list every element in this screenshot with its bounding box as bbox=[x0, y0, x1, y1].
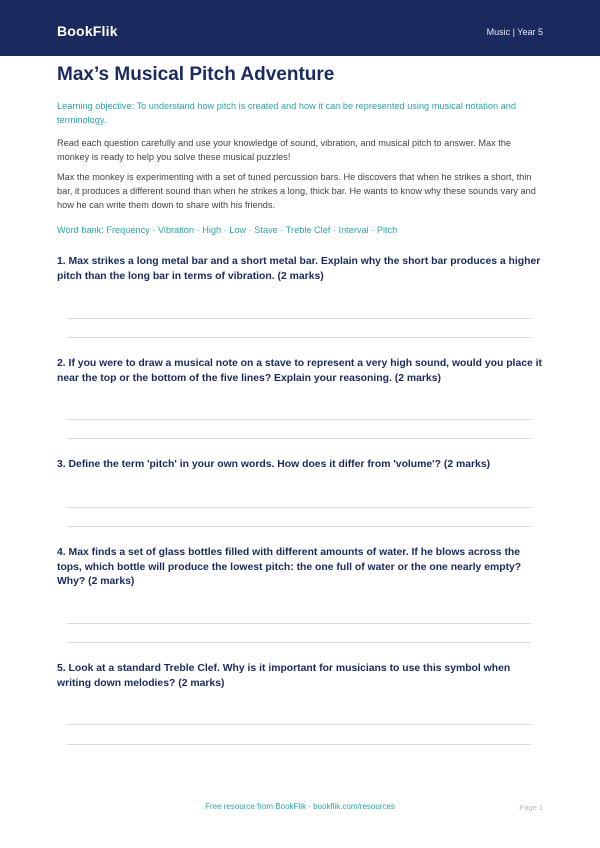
scenario-text: Max the monkey is experimenting with a set of tuned percussion bars. He discovers that when he strikes a short, thin bar, it produces a different sound than when he strikes a long, thick bar. He wants to know why these sounds vary and how he can write them down to share with his friends. bbox=[57, 172, 536, 210]
word-bank: Word bank: Frequency · Vibration · High · Low · Stave · Treble Clef · Interval · Pitch bbox=[57, 225, 398, 235]
page-header bbox=[0, 0, 600, 56]
answer-line[interactable] bbox=[67, 318, 531, 319]
answer-line[interactable] bbox=[67, 642, 531, 643]
page-number: Page 1 bbox=[519, 803, 543, 812]
answer-line[interactable] bbox=[67, 419, 531, 420]
question-5: 5. Look at a standard Treble Clef. Why is it important for musicians to use this symbol when writing down melodies? (2 marks) bbox=[57, 663, 511, 689]
footer-link[interactable]: Free resource from BookFlik · bookflik.com/resources bbox=[205, 802, 395, 811]
question-2: 2. If you were to draw a musical note on a stave to represent a very high sound, would you place it near the top or the bottom of the five lines? Explain your reasoning. (2 marks) bbox=[57, 358, 543, 384]
learning-objective: Learning objective: To understand how pitch is created and how it can be represented using musical notation and terminology. bbox=[57, 101, 516, 125]
brand-logo: BookFlik bbox=[57, 23, 118, 39]
answer-line[interactable] bbox=[67, 744, 531, 745]
question-4: 4. Max finds a set of glass bottles filled with different amounts of water. If he blows across the tops, which bottle will produce the lowest pitch: the one full of water or the one nearly empty? Why? (2 marks) bbox=[57, 547, 522, 587]
answer-line[interactable] bbox=[67, 526, 531, 527]
answer-line[interactable] bbox=[67, 507, 531, 508]
answer-line[interactable] bbox=[67, 337, 531, 338]
answer-line[interactable] bbox=[67, 623, 531, 624]
instructions: Read each question carefully and use your knowledge of sound, vibration, and musical pitch to answer. Max the monkey is ready to help you solve these musical puzzles! bbox=[57, 138, 512, 162]
subject-label: Music | Year 5 bbox=[486, 27, 543, 37]
page-title: Max’s Musical Pitch Adventure bbox=[57, 64, 335, 85]
question-3: 3. Define the term 'pitch' in your own words. How does it differ from 'volume'? (2 marks) bbox=[57, 459, 491, 470]
answer-line[interactable] bbox=[67, 438, 531, 439]
answer-line[interactable] bbox=[67, 724, 531, 725]
question-1: 1. Max strikes a long metal bar and a short metal bar. Explain why the short bar produces a higher pitch than the long bar in terms of vibration. (2 marks) bbox=[57, 256, 541, 282]
